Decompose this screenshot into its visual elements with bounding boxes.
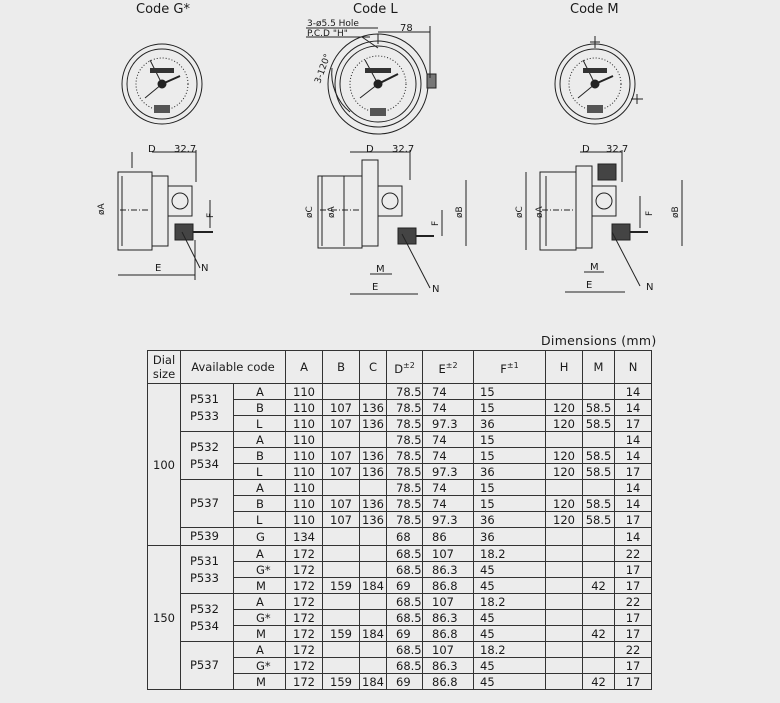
cell-b: 107 bbox=[323, 464, 360, 480]
cell-e: 86.3 bbox=[423, 658, 474, 674]
header-b: B bbox=[323, 351, 360, 384]
cell-h bbox=[546, 384, 583, 400]
dim-e-l: E bbox=[372, 282, 379, 293]
model-p531-p533: P531 P533 bbox=[181, 384, 234, 432]
cell-c bbox=[360, 528, 387, 546]
cell-b: 159 bbox=[323, 626, 360, 642]
cell-h bbox=[546, 480, 583, 496]
cell-b bbox=[323, 384, 360, 400]
code-m-title: Code M bbox=[570, 2, 619, 17]
cell-code: M bbox=[234, 578, 286, 594]
width-dim: 78 bbox=[400, 23, 413, 34]
dim-e-m: E bbox=[586, 280, 593, 291]
cell-n: 17 bbox=[615, 610, 652, 626]
cell-a: 110 bbox=[286, 464, 323, 480]
cell-e: 74 bbox=[423, 432, 474, 448]
cell-n: 17 bbox=[615, 464, 652, 480]
angle-note: 3-120° bbox=[313, 52, 334, 86]
cell-a: 172 bbox=[286, 610, 323, 626]
cell-a: 110 bbox=[286, 448, 323, 464]
dial-size-150: 150 bbox=[148, 546, 181, 690]
cell-a: 172 bbox=[286, 594, 323, 610]
cell-f: 15 bbox=[474, 496, 546, 512]
cell-e: 74 bbox=[423, 400, 474, 416]
table-row bbox=[148, 480, 652, 496]
cell-n: 22 bbox=[615, 642, 652, 658]
cell-e: 86.8 bbox=[423, 626, 474, 642]
code-l-side-view bbox=[318, 150, 466, 294]
dim-oa: øA bbox=[97, 203, 107, 215]
cell-f: 15 bbox=[474, 448, 546, 464]
cell-h bbox=[546, 610, 583, 626]
dim-m-m: M bbox=[590, 262, 599, 273]
cell-h: 120 bbox=[546, 400, 583, 416]
cell-a: 172 bbox=[286, 674, 323, 690]
cell-h bbox=[546, 528, 583, 546]
cell-m bbox=[583, 432, 615, 448]
cell-a: 110 bbox=[286, 400, 323, 416]
cell-f: 36 bbox=[474, 464, 546, 480]
dim-depth-l: 32.7 bbox=[392, 144, 415, 155]
cell-e: 74 bbox=[423, 448, 474, 464]
cell-c: 136 bbox=[360, 464, 387, 480]
cell-f: 36 bbox=[474, 512, 546, 528]
cell-m: 42 bbox=[583, 578, 615, 594]
code-l-title: Code L bbox=[353, 2, 398, 17]
cell-h: 120 bbox=[546, 464, 583, 480]
cell-n: 17 bbox=[615, 626, 652, 642]
dim-oc-l: øC bbox=[305, 206, 315, 218]
cell-n: 17 bbox=[615, 674, 652, 690]
model-p532-p534: P532 P534 bbox=[181, 432, 234, 480]
cell-e: 86.8 bbox=[423, 674, 474, 690]
cell-n: 14 bbox=[615, 400, 652, 416]
cell-n: 14 bbox=[615, 432, 652, 448]
cell-a: 172 bbox=[286, 562, 323, 578]
cell-a: 172 bbox=[286, 626, 323, 642]
cell-m bbox=[583, 594, 615, 610]
cell-d: 78.5 bbox=[387, 432, 423, 448]
table-row bbox=[148, 642, 652, 658]
dimensions-table bbox=[147, 350, 652, 690]
cell-a: 172 bbox=[286, 658, 323, 674]
model-p537-150: P537 bbox=[181, 642, 234, 690]
cell-code: A bbox=[234, 384, 286, 400]
cell-n: 17 bbox=[615, 578, 652, 594]
cell-c: 136 bbox=[360, 416, 387, 432]
cell-code: L bbox=[234, 416, 286, 432]
cell-h: 120 bbox=[546, 416, 583, 432]
model-p532-p534-150: P532 P534 bbox=[181, 594, 234, 642]
cell-h bbox=[546, 562, 583, 578]
cell-d: 69 bbox=[387, 674, 423, 690]
cell-d: 68 bbox=[387, 528, 423, 546]
header-n: N bbox=[615, 351, 652, 384]
cell-c bbox=[360, 480, 387, 496]
cell-c bbox=[360, 594, 387, 610]
cell-c bbox=[360, 610, 387, 626]
dim-m-l: M bbox=[376, 264, 385, 275]
cell-c: 136 bbox=[360, 448, 387, 464]
header-dial-size: Dial size bbox=[148, 351, 181, 384]
cell-c bbox=[360, 432, 387, 448]
cell-n: 17 bbox=[615, 512, 652, 528]
table-row bbox=[148, 528, 652, 546]
cell-d: 78.5 bbox=[387, 384, 423, 400]
cell-code: M bbox=[234, 674, 286, 690]
cell-n: 14 bbox=[615, 384, 652, 400]
cell-f: 45 bbox=[474, 674, 546, 690]
cell-m bbox=[583, 642, 615, 658]
dim-depth-m: 32.7 bbox=[606, 144, 629, 155]
cell-a: 110 bbox=[286, 416, 323, 432]
cell-d: 68.5 bbox=[387, 642, 423, 658]
table-row bbox=[148, 546, 652, 562]
cell-c bbox=[360, 384, 387, 400]
cell-m: 42 bbox=[583, 674, 615, 690]
dim-d-l: D bbox=[366, 144, 374, 155]
cell-code: A bbox=[234, 594, 286, 610]
cell-h: 120 bbox=[546, 512, 583, 528]
cell-d: 78.5 bbox=[387, 416, 423, 432]
cell-e: 74 bbox=[423, 496, 474, 512]
model-p531-p533-150: P531 P533 bbox=[181, 546, 234, 594]
cell-h bbox=[546, 658, 583, 674]
code-g-title: Code G* bbox=[136, 2, 190, 17]
cell-f: 15 bbox=[474, 384, 546, 400]
cell-m bbox=[583, 562, 615, 578]
cell-f: 15 bbox=[474, 432, 546, 448]
cell-b: 107 bbox=[323, 512, 360, 528]
cell-code: L bbox=[234, 512, 286, 528]
cell-n: 17 bbox=[615, 562, 652, 578]
dim-n: N bbox=[201, 263, 209, 274]
cell-d: 78.5 bbox=[387, 496, 423, 512]
cell-b bbox=[323, 432, 360, 448]
cell-f: 18.2 bbox=[474, 642, 546, 658]
cell-b: 159 bbox=[323, 674, 360, 690]
cell-d: 68.5 bbox=[387, 610, 423, 626]
cell-b bbox=[323, 610, 360, 626]
cell-h bbox=[546, 674, 583, 690]
cell-code: A bbox=[234, 480, 286, 496]
cell-b bbox=[323, 642, 360, 658]
header-available-code: Available code bbox=[181, 351, 286, 384]
cell-e: 97.3 bbox=[423, 512, 474, 528]
cell-h: 120 bbox=[546, 448, 583, 464]
cell-c: 136 bbox=[360, 400, 387, 416]
cell-code: A bbox=[234, 546, 286, 562]
table-row bbox=[148, 594, 652, 610]
cell-n: 14 bbox=[615, 528, 652, 546]
cell-b bbox=[323, 594, 360, 610]
cell-c: 136 bbox=[360, 512, 387, 528]
cell-n: 14 bbox=[615, 480, 652, 496]
cell-code: B bbox=[234, 400, 286, 416]
cell-d: 68.5 bbox=[387, 594, 423, 610]
cell-a: 172 bbox=[286, 578, 323, 594]
cell-c bbox=[360, 658, 387, 674]
cell-b bbox=[323, 658, 360, 674]
dim-oc-m: øC bbox=[515, 206, 525, 218]
cell-e: 107 bbox=[423, 642, 474, 658]
cell-f: 15 bbox=[474, 400, 546, 416]
cell-code: G* bbox=[234, 610, 286, 626]
code-g-side-view bbox=[118, 150, 213, 280]
cell-c: 184 bbox=[360, 578, 387, 594]
cell-e: 97.3 bbox=[423, 416, 474, 432]
header-f: $F^{\pm 1}$ bbox=[474, 351, 546, 384]
cell-b: 107 bbox=[323, 496, 360, 512]
cell-f: 18.2 bbox=[474, 594, 546, 610]
cell-n: 17 bbox=[615, 416, 652, 432]
code-g-front-view bbox=[122, 44, 202, 124]
cell-a: 110 bbox=[286, 496, 323, 512]
dim-d-m: D bbox=[582, 144, 590, 155]
cell-b: 159 bbox=[323, 578, 360, 594]
cell-code: G bbox=[234, 528, 286, 546]
code-l-front-view bbox=[306, 26, 436, 134]
model-p539: P539 bbox=[181, 528, 234, 546]
cell-f: 45 bbox=[474, 658, 546, 674]
cell-b bbox=[323, 528, 360, 546]
dial-size-100: 100 bbox=[148, 384, 181, 546]
cell-c: 184 bbox=[360, 626, 387, 642]
cell-h bbox=[546, 546, 583, 562]
header-h: H bbox=[546, 351, 583, 384]
cell-f: 18.2 bbox=[474, 546, 546, 562]
cell-e: 86.3 bbox=[423, 610, 474, 626]
cell-h bbox=[546, 626, 583, 642]
cell-e: 97.3 bbox=[423, 464, 474, 480]
cell-code: B bbox=[234, 448, 286, 464]
dim-f: F bbox=[206, 212, 216, 218]
cell-code: G* bbox=[234, 562, 286, 578]
cell-d: 68.5 bbox=[387, 562, 423, 578]
cell-m bbox=[583, 658, 615, 674]
header-e: $E^{\pm 2}$ bbox=[423, 351, 474, 384]
units-caption: Dimensions (mm) bbox=[541, 333, 657, 348]
cell-d: 78.5 bbox=[387, 512, 423, 528]
cell-a: 110 bbox=[286, 512, 323, 528]
cell-a: 172 bbox=[286, 642, 323, 658]
cell-code: A bbox=[234, 642, 286, 658]
cell-f: 36 bbox=[474, 416, 546, 432]
dim-d: D bbox=[148, 144, 156, 155]
dim-depth: 32.7 bbox=[174, 144, 197, 155]
cell-h bbox=[546, 578, 583, 594]
pcd-note: P.C.D "H" bbox=[307, 29, 348, 39]
model-p537: P537 bbox=[181, 480, 234, 528]
cell-m bbox=[583, 384, 615, 400]
cell-m bbox=[583, 546, 615, 562]
cell-d: 69 bbox=[387, 626, 423, 642]
cell-code: M bbox=[234, 626, 286, 642]
table-row bbox=[148, 384, 652, 400]
cell-f: 36 bbox=[474, 528, 546, 546]
cell-h bbox=[546, 594, 583, 610]
cell-m bbox=[583, 480, 615, 496]
cell-b bbox=[323, 546, 360, 562]
cell-n: 17 bbox=[615, 658, 652, 674]
cell-d: 68.5 bbox=[387, 546, 423, 562]
cell-e: 86 bbox=[423, 528, 474, 546]
cell-m: 58.5 bbox=[583, 448, 615, 464]
code-m-front-view bbox=[555, 36, 643, 124]
cell-e: 74 bbox=[423, 384, 474, 400]
header-d: $D^{\pm 2}$ bbox=[387, 351, 423, 384]
cell-c bbox=[360, 546, 387, 562]
cell-n: 22 bbox=[615, 594, 652, 610]
cell-b: 107 bbox=[323, 448, 360, 464]
table-body bbox=[148, 384, 652, 690]
cell-e: 107 bbox=[423, 546, 474, 562]
header-c: C bbox=[360, 351, 387, 384]
cell-f: 45 bbox=[474, 626, 546, 642]
cell-code: A bbox=[234, 432, 286, 448]
cell-e: 86.8 bbox=[423, 578, 474, 594]
header-row bbox=[148, 351, 652, 384]
cell-m: 58.5 bbox=[583, 512, 615, 528]
cell-b: 107 bbox=[323, 416, 360, 432]
cell-a: 110 bbox=[286, 432, 323, 448]
dim-e: E bbox=[155, 263, 162, 274]
cell-n: 14 bbox=[615, 496, 652, 512]
cell-n: 14 bbox=[615, 448, 652, 464]
dim-oa-m: øA bbox=[535, 206, 545, 218]
cell-code: B bbox=[234, 496, 286, 512]
cell-m: 58.5 bbox=[583, 464, 615, 480]
cell-b bbox=[323, 480, 360, 496]
cell-n: 22 bbox=[615, 546, 652, 562]
cell-code: G* bbox=[234, 658, 286, 674]
cell-m: 58.5 bbox=[583, 496, 615, 512]
cell-c: 184 bbox=[360, 674, 387, 690]
cell-a: 172 bbox=[286, 546, 323, 562]
cell-d: 78.5 bbox=[387, 480, 423, 496]
cell-f: 45 bbox=[474, 562, 546, 578]
cell-h bbox=[546, 642, 583, 658]
cell-b: 107 bbox=[323, 400, 360, 416]
cell-f: 45 bbox=[474, 610, 546, 626]
header-a: A bbox=[286, 351, 323, 384]
dim-ob-m: øB bbox=[671, 206, 681, 218]
cell-m: 58.5 bbox=[583, 416, 615, 432]
header-m: M bbox=[583, 351, 615, 384]
cell-f: 45 bbox=[474, 578, 546, 594]
cell-a: 110 bbox=[286, 480, 323, 496]
cell-e: 107 bbox=[423, 594, 474, 610]
cell-c bbox=[360, 562, 387, 578]
dim-n-l: N bbox=[432, 284, 440, 295]
dim-ob-l: øB bbox=[455, 206, 465, 218]
cell-d: 78.5 bbox=[387, 448, 423, 464]
cell-e: 74 bbox=[423, 480, 474, 496]
cell-e: 86.3 bbox=[423, 562, 474, 578]
dim-f-m: F bbox=[645, 210, 655, 216]
cell-b bbox=[323, 562, 360, 578]
cell-a: 134 bbox=[286, 528, 323, 546]
dim-f-l: F bbox=[431, 220, 441, 226]
cell-c bbox=[360, 642, 387, 658]
hole-note: 3-ø5.5 Hole bbox=[307, 19, 359, 29]
cell-m: 58.5 bbox=[583, 400, 615, 416]
technical-drawings bbox=[0, 0, 780, 300]
cell-m: 42 bbox=[583, 626, 615, 642]
dim-oa-l: øA bbox=[327, 206, 337, 218]
cell-c: 136 bbox=[360, 496, 387, 512]
cell-a: 110 bbox=[286, 384, 323, 400]
cell-h bbox=[546, 432, 583, 448]
cell-code: L bbox=[234, 464, 286, 480]
cell-d: 68.5 bbox=[387, 658, 423, 674]
cell-d: 69 bbox=[387, 578, 423, 594]
cell-f: 15 bbox=[474, 480, 546, 496]
table-row bbox=[148, 432, 652, 448]
cell-d: 78.5 bbox=[387, 464, 423, 480]
cell-d: 78.5 bbox=[387, 400, 423, 416]
cell-m bbox=[583, 528, 615, 546]
code-m-side-view bbox=[526, 150, 682, 292]
dim-n-m: N bbox=[646, 282, 654, 293]
cell-m bbox=[583, 610, 615, 626]
cell-h: 120 bbox=[546, 496, 583, 512]
